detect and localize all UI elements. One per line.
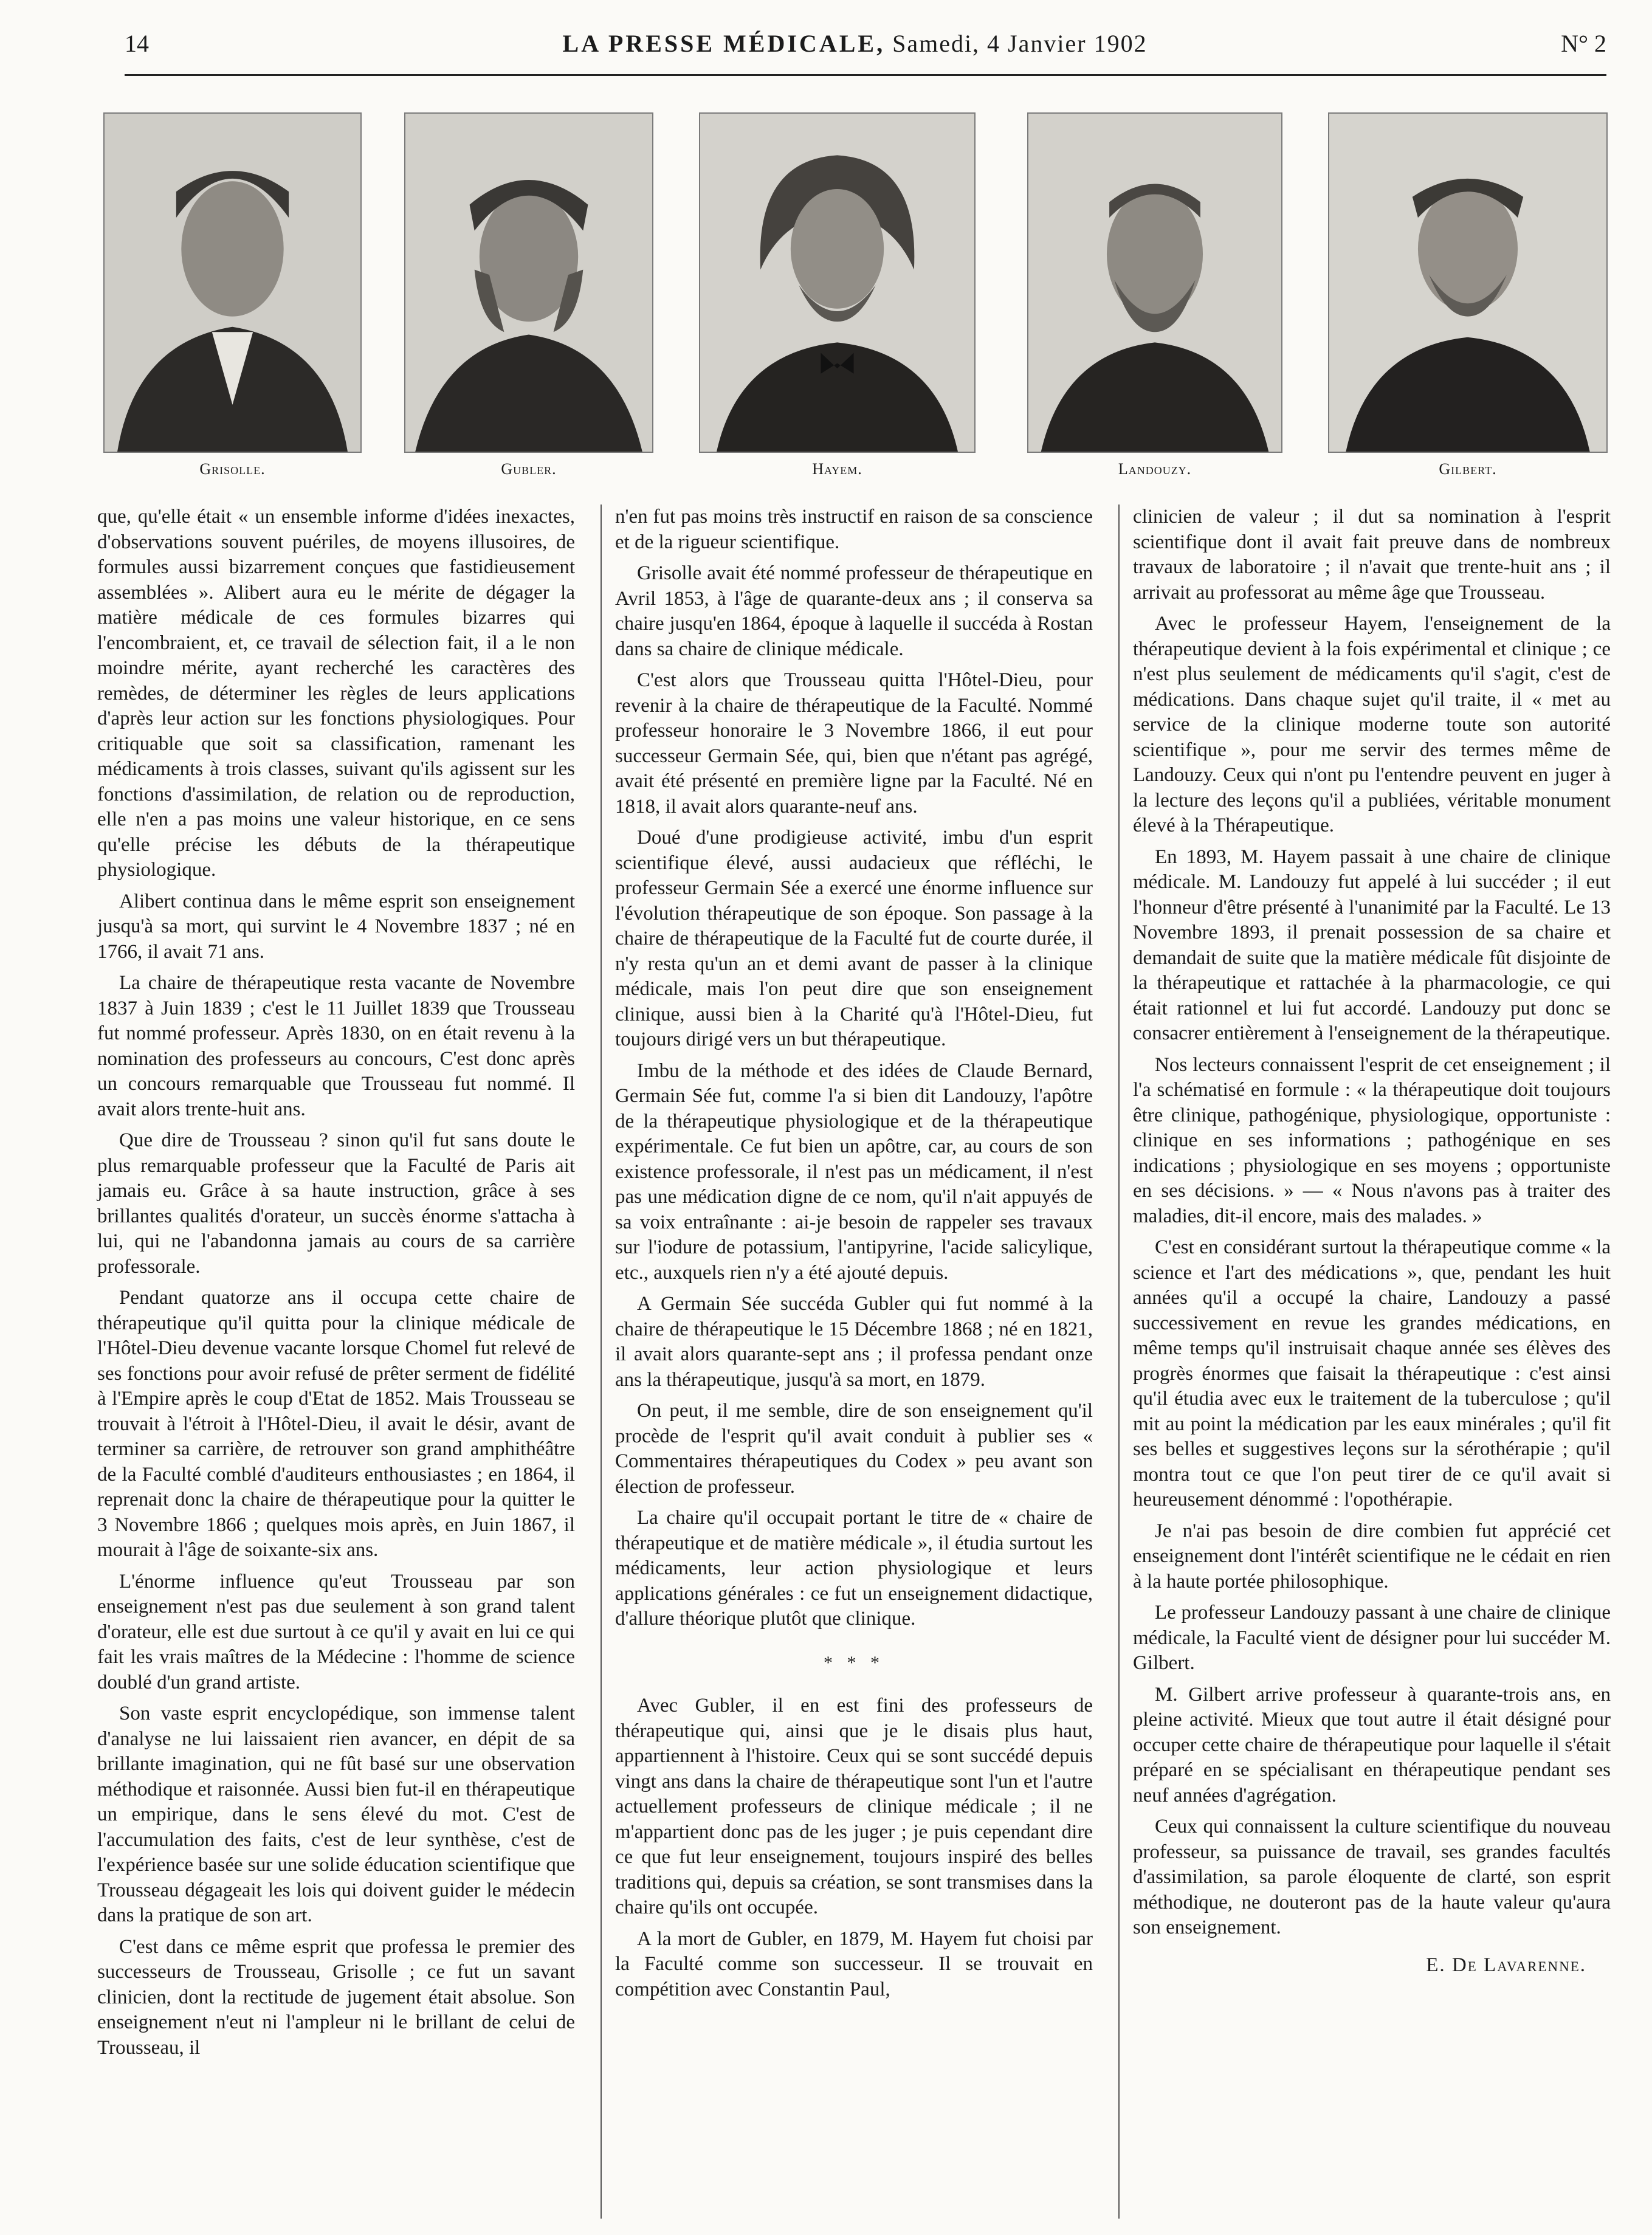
portrait-caption: Grisolle. xyxy=(199,460,266,478)
article-columns xyxy=(97,505,1611,2219)
paragraph: M. Gilbert arrive professeur à quarante-trois ans, en pleine activité. Mieux que tout autre il était désigné pour occuper cette chaire de thérapeutique pour laquelle il s'était préparé en se spécialisant en thérapeutique pendant ses neuf années d'agrégation. xyxy=(1133,1683,1611,1806)
paragraph: A Germain Sée succéda Gubler qui fut nommé à la chaire de thérapeutique le 15 Décembre 1868 ; né en 1821, il avait alors quarante-sept ans ; il professa pendant onze ans la thérapeutique, jusqu'à sa mort, en 1879. xyxy=(615,1293,1093,1391)
paragraph: Alibert continua dans le même esprit son enseignement jusqu'à sa mort, qui survint le 4 Novembre 1837 ; né en 1766, il avait 71 ans. xyxy=(97,890,575,963)
column-3 xyxy=(1118,505,1611,2219)
portrait-figure-icon xyxy=(1028,114,1281,452)
paragraph: L'énorme influence qu'eut Trousseau par son enseignement n'est pas due seulement à son grand talent d'orateur, elle est due surtout à ce qu'il y avait en lui ce qui fait les vrais maîtres de la Médecine : l'homme de science doublé d'un grand artiste. xyxy=(97,1570,575,1693)
paragraph: Avec le professeur Hayem, l'enseignement de la thérapeutique devient à la fois expérimental et clinique ; ce n'est plus seulement de médicaments qu'il s'agit, c'est de médications. Dans chaque sujet qu'il traite, il « met au service de la clinique moderne toute son autorité scientifique », pour me servir des termes même de Landouzy. Ceux qui n'ont pu l'entendre peuvent en juger à la lecture des leçons qu'il a publiées, véritable monument élevé à la Thérapeutique. xyxy=(1133,613,1611,836)
portrait-figure-icon xyxy=(1329,114,1606,452)
paragraph: Le professeur Landouzy passant à une chaire de clinique médicale, la Faculté vient de désigner pour lui succéder M. Gilbert. xyxy=(1133,1602,1611,1674)
paragraph: Imbu de la méthode et des idées de Claude Bernard, Germain Sée fut, comme l'a si bien dit Landouzy, l'apôtre de la thérapeutique physiologique et de la thérapeutique expérimentale. Ce fut bien un apôtre, car, au cours de son existence professorale, il n'est pas un médicament, il n'est pas une médication digne de ce nom, qu'il n'ait appuyés de sa voix entraînante : ai-je besoin de rappeler ses travaux sur l'iodure de potassium, l'antipyrine, l'acide salicylique, etc., auxquels rien n'y a été ajouté depuis. xyxy=(615,1059,1093,1284)
portrait-hayem xyxy=(699,112,976,478)
paragraph: Son vaste esprit encyclopédique, son immense talent d'analyse ne lui laissaient rien avancer, en dépit de sa brillante imagination, qui ne fût basé sur une observation méthodique et raisonnée. Aussi bien fut-il en thérapeutique un empirique, dans le sens élevé du mot. C'est de l'accumulation des faits, c'est de leur synthèse, c'est de l'expérience basée sur une solide éducation scientifique que Trousseau dégageait les lois qui doivent guider le médecin dans la pratique de son art. xyxy=(97,1703,575,1926)
column-1 xyxy=(97,505,575,2219)
paragraph: Grisolle avait été nommé professeur de thérapeutique en Avril 1853, à l'âge de quarante-deux ans ; il conserva sa chaire jusqu'en 1864, époque à laquelle il succéda à Rostan dans sa chaire de clinique médicale. xyxy=(615,562,1093,660)
paper-name: LA PRESSE MÉDICALE, xyxy=(562,30,886,57)
column-2 xyxy=(601,505,1093,2219)
paragraph: C'est dans ce même esprit que professa le premier des successeurs de Trousseau, Grisolle ; ce fut un savant clinicien, dont la rectitude de jugement était absolue. Son enseignement n'eut ni l'ampleur ni le brillant de celui de Trousseau, il xyxy=(97,1935,575,2059)
paragraph: Je n'ai pas besoin de dire combien fut apprécié cet enseignement dont l'intérêt scientifique ne le cédait en rien à la haute portée philosophique. xyxy=(1133,1520,1611,1593)
portrait-caption: Gilbert. xyxy=(1439,460,1497,478)
paragraph: n'en fut pas moins très instructif en raison de sa conscience et de la rigueur scientifique. xyxy=(615,506,1093,553)
portrait-gilbert xyxy=(1328,112,1608,478)
issue-number: N° 2 xyxy=(1561,30,1606,57)
paragraph: La chaire qu'il occupait portant le titre de « chaire de thérapeutique et de matière médicale », il étudia surtout les médicaments, leur action physiologique et leurs applications générales : ce fut un enseignement didactique, d'allure théorique plutôt que clinique. xyxy=(615,1507,1093,1630)
paragraph: Pendant quatorze ans il occupa cette chaire de thérapeutique qu'il quitta pour la clinique médicale de l'Hôtel-Dieu devenue vacante lorsque Chomel fut relevé de ses fonctions pour avoir refusé de prêter serment de fidélité à l'Empire après le coup d'Etat de 1852. Mais Trousseau se trouvait à l'étroit à l'Hôtel-Dieu, il avait le désir, avant de terminer sa carrière, de retrouver son grand amphithéâtre de la Faculté comblé d'auditeurs enthousiastes ; en 1864, il reprenait donc la chaire de thérapeutique pour la quitter le 3 Novembre 1866 ; quelques mois après, en Juin 1867, il mourait à l'âge de soixante-six ans. xyxy=(97,1287,575,1561)
portrait-caption: Hayem. xyxy=(812,460,862,478)
paragraph: Nos lecteurs connaissent l'esprit de cet enseignement ; il l'a schématisé en formule : « la thérapeutique doit toujours être clinique, pathogénique, physiologique, opportuniste : clinique en ses informations ; pathogénique en ses indications ; physiologique en ses moyens ; opportuniste en ses décisions. » — « Nous n'avons pas à traiter des maladies, dit-il encore, mais des malades. » xyxy=(1133,1053,1611,1227)
portrait-caption: Landouzy. xyxy=(1118,460,1192,478)
paragraph: que, qu'elle était « un ensemble informe d'idées inexactes, d'observations souvent puériles, de moyens illusoires, de formules aussi bizarrement conçues que fastidieusement assemblées ». Alibert aura eu le mérite de dégager la matière médicale de ces formules bizarres qui l'encombraient, et, ce travail de sélection fait, il a le non moindre mérite, ayant recherché les caractères des remèdes, de déterminer les règles de leurs applications d'après leur action sur les fonctions physiologiques. Pour critiquable que soit sa classification, ramenant les médicaments à trois classes, suivant qu'ils agissent sur les fonctions d'assimilation, de relation ou de reproduction, elle n'en a pas moins une valeur historique, en ce sens qu'elle précise les débuts de la thérapeutique physiologique. xyxy=(97,506,575,881)
paragraph: Avec Gubler, il en est fini des professeurs de thérapeutique qui, ainsi que je le disais plus haut, appartiennent à l'histoire. Ceux qui se sont succédé depuis vingt ans dans la chaire de thérapeutique sont l'un et l'autre actuellement professeurs de clinique médicale ; il ne m'appartient donc pas de les juger ; je puis cependant dire ce que fut leur enseignement, toujours inspiré des belles traditions qui, depuis sa création, se sont transmises dans la chaire qu'ils ont occupée. xyxy=(615,1695,1093,1918)
portrait-row xyxy=(103,112,1608,483)
issue-date: Samedi, 4 Janvier 1902 xyxy=(892,30,1148,57)
portrait-image xyxy=(103,112,362,453)
paragraph: Ceux qui connaissent la culture scientifique du nouveau professeur, sa puissance de travail, ses grandes facultés d'assimilation, sa parole éloquente de clarté, son esprit méthodique, ne douteront pas de la haute valeur qu'aura son enseignement. xyxy=(1133,1816,1611,1938)
paragraph: Que dire de Trousseau ? sinon qu'il fut sans doute le plus remarquable professeur que la Faculté de Paris ait jamais eu. Grâce à sa haute instruction, grâce à ses brillantes qualités d'orateur, un succès énorme s'attacha à lui, qui ne l'abandonna jamais au cours de sa carrière professorale. xyxy=(97,1129,575,1278)
portrait-gubler xyxy=(404,112,653,478)
author-signature: E. De Lavarenne. xyxy=(1426,1954,1586,1976)
paragraph: En 1893, M. Hayem passait à une chaire de clinique médicale. M. Landouzy fut appelé à lui succéder ; il eut l'honneur d'être présenté à l'unanimité par la Faculté. Le 13 Novembre 1893, il prenait possession de sa chaire et demandait de suite que la matière médicale fût disjointe de la thérapeutique et rattachée à la pharmacologie, ce qui était rationnel et lui fut accordé. Landouzy put donc se consacrer entièrement à l'enseignement de la thérapeutique. xyxy=(1133,845,1611,1044)
paragraph: C'est en considérant surtout la thérapeutique comme « la science et l'art des médications », que, pendant les huit années qu'il a occupé la chaire, Landouzy a passé successivement en revue les grandes médications, en même temps qu'il instruisait chaque année ses élèves des progrès énormes que faisait la thérapeutique : c'est ainsi qu'il étudia avec eux le traitement de la tuberculose ; qu'il mit au point la médication par les eaux minérales ; qu'il fit ses belles et suggestives leçons sur la sérothérapie ; qu'il montra tout ce que l'on peut tirer de ce qu'il avait si heureusement dénommé : l'opothérapie. xyxy=(1133,1236,1611,1510)
paragraph: clinicien de valeur ; il dut sa nomination à l'esprit scientifique dont il avait fait preuve dans de nombreux travaux de laboratoire ; il n'avait que trente-huit ans ; il arrivait au professorat au même âge que Trousseau. xyxy=(1133,506,1611,604)
paragraph: On peut, il me semble, dire de son enseignement qu'il procède de l'esprit qu'il avait conduit à publier ses « Commentaires thérapeutiques du Codex » peu avant son élection de professeur. xyxy=(615,1400,1093,1498)
portrait-figure-icon xyxy=(105,114,360,452)
portrait-image xyxy=(699,112,976,453)
portrait-image xyxy=(1328,112,1608,453)
page-number: 14 xyxy=(125,30,149,57)
paragraph: Doué d'une prodigieuse activité, imbu d'un esprit scientifique élevé, aussi audacieux que réfléchi, le professeur Germain Sée a exercé une énorme influence sur l'évolution thérapeutique de son époque. Son passage à la chaire de thérapeutique de la Faculté fut de courte durée, il n'y resta qu'un an et demi avant de passer à la clinique médicale, mais l'on peut dire que son enseignement clinique, aussi bien à la Charité qu'à l'Hôtel-Dieu, fut toujours dirigé vers un but thérapeutique. xyxy=(615,827,1093,1050)
paragraph: C'est alors que Trousseau quitta l'Hôtel-Dieu, pour revenir à la chaire de thérapeutique de la Faculté. Nommé professeur honoraire le 3 Novembre 1866, il eut pour successeur Germain Sée, qui, bien que n'étant pas agrégé, avait été présenté en première ligne par la Faculté. Né en 1818, il avait alors quarante-neuf ans. xyxy=(615,669,1093,818)
portrait-caption: Gubler. xyxy=(501,460,557,478)
paragraph: La chaire de thérapeutique resta vacante de Novembre 1837 à Juin 1839 ; c'est le 11 Juillet 1839 que Trousseau fut nommé professeur. Après 1830, on en était revenu à la nomination des professeurs au concours, C'est donc après un concours remarquable que Trousseau fut nommé. Il avait alors trente-huit ans. xyxy=(97,972,575,1120)
page-header xyxy=(125,29,1606,76)
portrait-figure-icon xyxy=(405,114,652,452)
paragraph: A la mort de Gubler, en 1879, M. Hayem fut choisi par la Faculté comme son successeur. Il se trouvait en compétition avec Constantin Paul, xyxy=(615,1927,1093,2000)
section-separator: * * * xyxy=(824,1652,884,1673)
masthead xyxy=(563,29,1148,58)
portrait-image xyxy=(404,112,653,453)
portrait-grisolle xyxy=(103,112,362,478)
portrait-figure-icon xyxy=(700,114,974,452)
portrait-landouzy xyxy=(1027,112,1282,478)
portrait-image xyxy=(1027,112,1282,453)
